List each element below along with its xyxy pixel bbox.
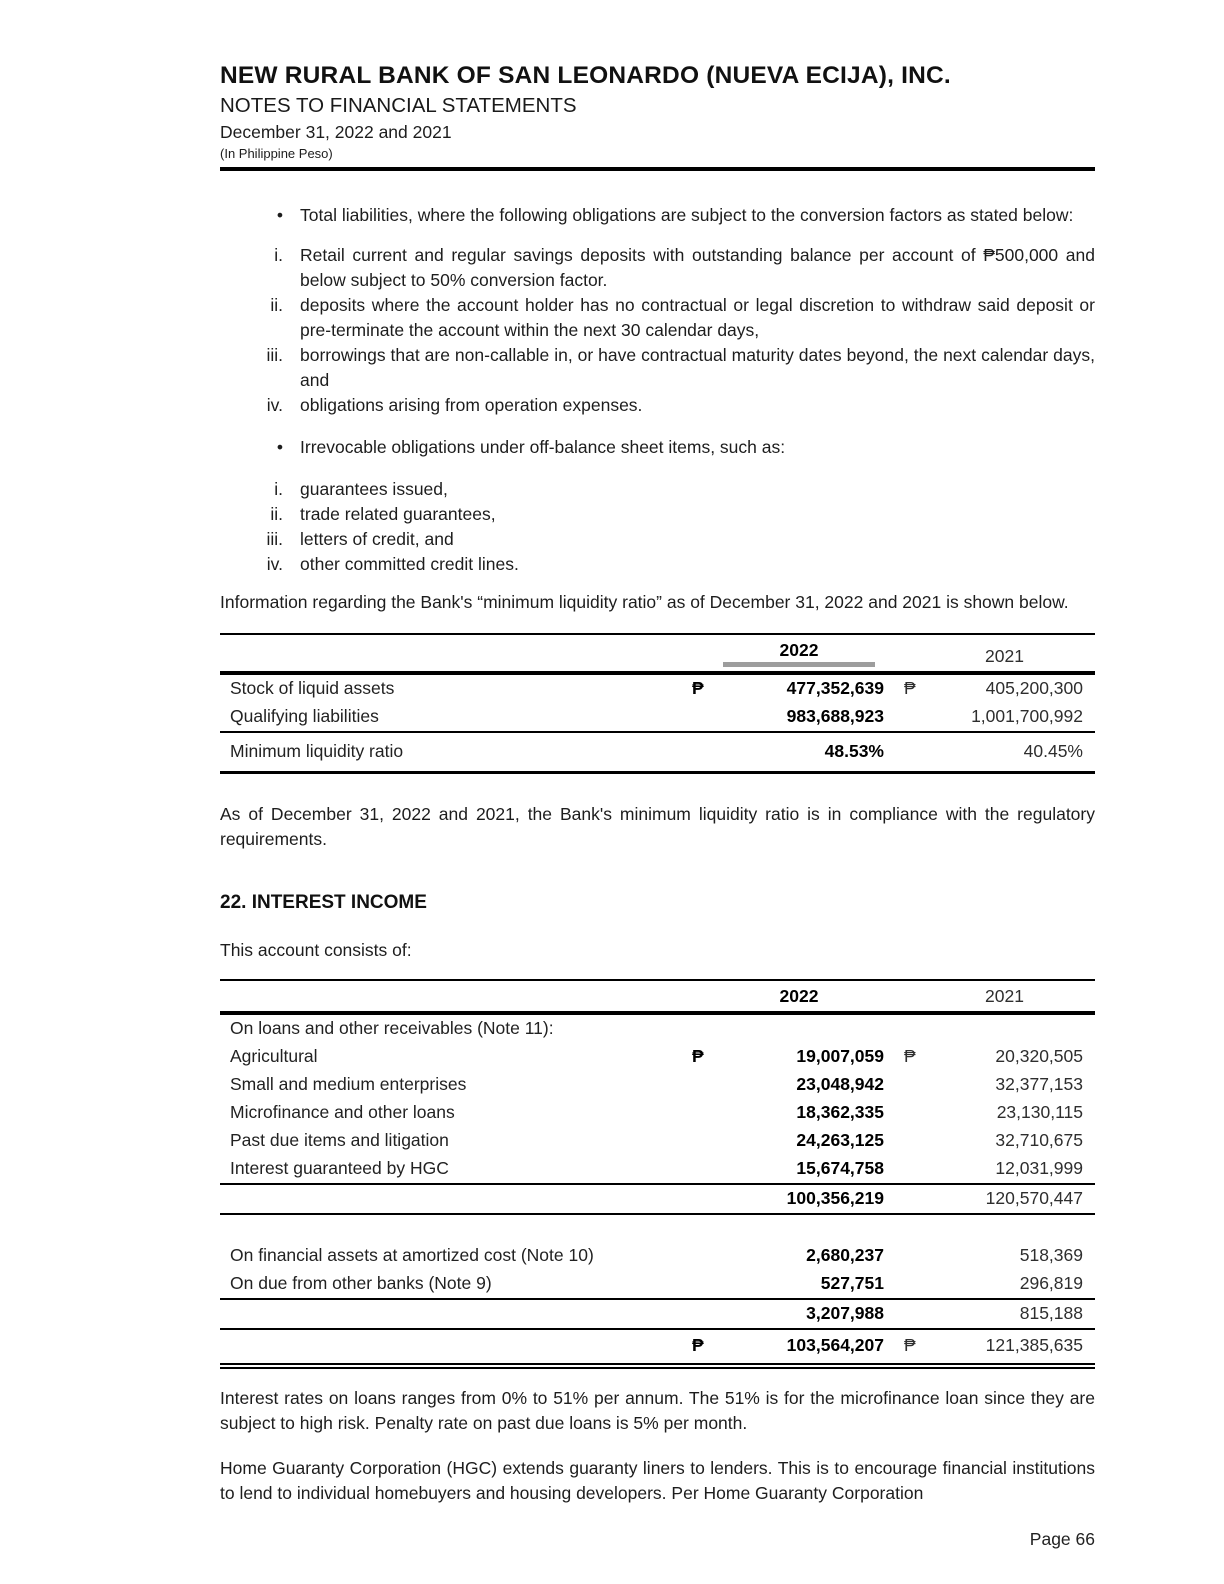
subtotal-2022: 100,356,219 (786, 1187, 884, 1208)
value-2021: 40.45% (1023, 740, 1083, 761)
list-marker: iv. (266, 554, 283, 574)
row-label: On financial assets at amortized cost (Note 10) (230, 1244, 594, 1265)
interest-income-table (220, 979, 1095, 1369)
total-row (220, 1329, 1095, 1366)
peso-sign: ₱ (904, 1334, 916, 1355)
value-2022: 983,688,923 (786, 705, 884, 726)
list-item (220, 527, 1095, 552)
row-label: Qualifying liabilities (230, 705, 379, 726)
list-marker: iv. (266, 395, 283, 415)
list-item-text: trade related guarantees, (300, 504, 496, 524)
value-2022: 48.53% (824, 740, 884, 761)
value-2021: 32,377,153 (995, 1073, 1083, 1094)
list-item (220, 502, 1095, 527)
row-label: Microfinance and other loans (230, 1101, 455, 1122)
table-row (220, 1242, 1095, 1270)
value-2021: 32,710,675 (995, 1129, 1083, 1150)
bank-name: NEW RURAL BANK OF SAN LEONARDO (NUEVA ECIJA), INC. (220, 62, 951, 89)
list-marker: ii. (270, 504, 283, 524)
list-item (220, 393, 1095, 418)
bullet-text: Total liabilities, where the following obligations are subject to the conversion factors as stated below: (300, 205, 1074, 225)
column-header-2021: 2021 (985, 985, 1024, 1006)
peso-sign: ₱ (904, 677, 916, 698)
row-label: Small and medium enterprises (230, 1073, 467, 1094)
doc-date: December 31, 2022 and 2021 (220, 122, 452, 142)
list-item-text: other committed credit lines. (300, 554, 519, 574)
value-2021: 20,320,505 (995, 1045, 1083, 1066)
subtotal-2021: 120,570,447 (985, 1187, 1083, 1208)
value-2022: 24,263,125 (796, 1129, 884, 1150)
table-row (220, 1127, 1095, 1155)
subtotal-row (220, 1299, 1095, 1329)
table-section-row (220, 1013, 1095, 1043)
paragraph-compliance: As of December 31, 2022 and 2021, the Bank's minimum liquidity ratio is in compliance with the regulatory requirements. (220, 803, 1095, 849)
spacer-row (220, 1214, 1095, 1242)
value-2022: 19,007,059 (796, 1045, 884, 1066)
list-marker: iii. (266, 529, 283, 549)
peso-sign: ₱ (904, 1045, 916, 1066)
bullet-marker: • (276, 205, 283, 225)
table-row (220, 673, 1095, 703)
bullet-item-irrevocable-obligations (220, 435, 1095, 460)
row-label: Past due items and litigation (230, 1129, 449, 1150)
list-item (220, 243, 1095, 293)
row-label: On due from other banks (Note 9) (230, 1272, 492, 1293)
paragraph-hgc: Home Guaranty Corporation (HGC) extends guaranty liners to lenders. This is to encourage financial institutions to lend to individual homebuyers and housing developers. Per Home Guaranty Corporation (220, 1457, 1095, 1503)
value-2021: 296,819 (1019, 1272, 1083, 1293)
value-2022: 477,352,639 (786, 677, 884, 698)
list-item-text: guarantees issued, (300, 479, 448, 499)
value-2022: 23,048,942 (796, 1073, 884, 1094)
list-item-text: obligations arising from operation expenses. (300, 395, 643, 415)
list-item (220, 343, 1095, 393)
value-2022: 527,751 (820, 1272, 884, 1293)
doc-title: NOTES TO FINANCIAL STATEMENTS (220, 94, 577, 117)
list-item (220, 293, 1095, 343)
list-item-text: deposits where the account holder has no contractual or legal discretion to withdraw said deposit or pre-terminate the account within the next 30 calendar days, (300, 295, 1095, 340)
column-header-2022: 2022 (779, 985, 819, 1006)
peso-sign: ₱ (692, 677, 704, 698)
peso-sign: ₱ (692, 1334, 704, 1355)
table-row (220, 1071, 1095, 1099)
list-item-text: borrowings that are non-callable in, or have contractual maturity dates beyond, the next calendar days, and (300, 345, 1095, 390)
value-2021: 12,031,999 (995, 1157, 1083, 1178)
table-row (220, 1099, 1095, 1127)
row-label: Minimum liquidity ratio (230, 740, 404, 761)
list-item-text: letters of credit, and (300, 529, 454, 549)
list-item (220, 552, 1095, 577)
column-header-2021: 2021 (985, 645, 1024, 666)
roman-list-conversion-factors (220, 243, 1095, 418)
page-number: Page 66 (1029, 1528, 1095, 1549)
row-label: Interest guaranteed by HGC (230, 1157, 449, 1178)
value-2022: 18,362,335 (796, 1101, 884, 1122)
value-2021: 405,200,300 (985, 677, 1083, 698)
bullet-item-total-liabilities (220, 203, 1095, 228)
column-header-2022: 2022 (714, 634, 884, 673)
row-label: Agricultural (230, 1045, 318, 1066)
table-row (220, 1270, 1095, 1299)
subtotal-2022: 3,207,988 (806, 1302, 884, 1323)
liquidity-table (220, 633, 1095, 774)
roman-list-off-balance-items (220, 477, 1095, 577)
value-2022: 2,680,237 (806, 1244, 884, 1265)
currency-note: (In Philippine Peso) (220, 146, 333, 161)
value-2021: 23,130,115 (996, 1101, 1083, 1122)
list-marker: i. (274, 479, 283, 499)
peso-sign: ₱ (692, 1045, 704, 1066)
subtotal-2021: 815,188 (1019, 1302, 1083, 1323)
list-marker: iii. (266, 345, 283, 365)
subtotal-row (220, 1184, 1095, 1214)
paragraph-consists: This account consists of: (220, 939, 412, 960)
value-2022: 15,674,758 (796, 1157, 884, 1178)
total-2021: 121,385,635 (985, 1334, 1083, 1355)
list-item-text: Retail current and regular savings deposits with outstanding balance per account of ₱500,000 and below subject to 50% conversion factor. (300, 245, 1095, 290)
paragraph-liquidity-info: Information regarding the Bank's “minimum liquidity ratio” as of December 31, 2022 and 2021 is shown below. (220, 592, 1069, 612)
row-label: Stock of liquid assets (230, 677, 395, 698)
table-row (220, 1043, 1095, 1071)
list-marker: i. (274, 245, 283, 265)
doc-header (220, 62, 1095, 171)
list-marker: ii. (270, 295, 283, 315)
table-header-row (220, 980, 1095, 1013)
value-2021: 518,369 (1019, 1244, 1083, 1265)
bullet-text: Irrevocable obligations under off-balance sheet items, such as: (300, 437, 786, 457)
table-header-row (220, 634, 1095, 673)
header-rule (220, 167, 1095, 171)
total-2022: 103,564,207 (786, 1334, 884, 1355)
value-2021: 1,001,700,992 (971, 705, 1083, 726)
section-heading-interest-income: 22. INTEREST INCOME (220, 891, 427, 913)
list-item (220, 477, 1095, 502)
table-row (220, 732, 1095, 773)
row-label: On loans and other receivables (Note 11): (230, 1017, 554, 1038)
paragraph-interest-rates: Interest rates on loans ranges from 0% to 51% per annum. The 51% is for the microfinance loan since they are subject to high risk. Penalty rate on past due loans is 5% per month. (220, 1387, 1095, 1433)
table-row (220, 1155, 1095, 1184)
bullet-marker: • (276, 437, 283, 457)
table-row (220, 703, 1095, 732)
